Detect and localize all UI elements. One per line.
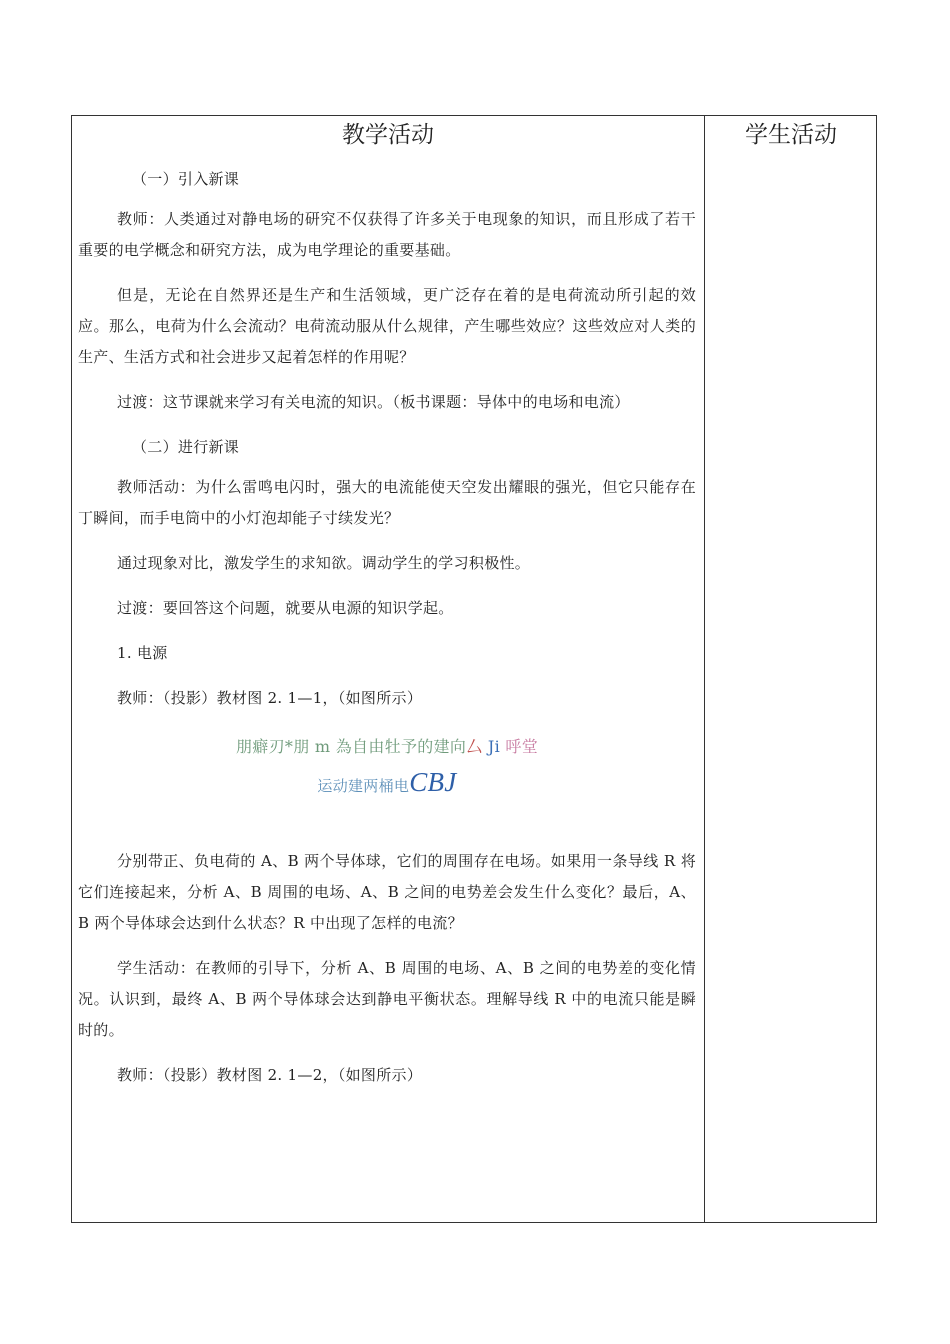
- paragraph: 过渡：要回答这个问题，就要从电源的知识学起。: [117, 599, 454, 617]
- teaching-activity-content: [78, 164, 696, 1105]
- figure-text: 运动建两桶电: [317, 777, 410, 795]
- paragraph: 通过现象对比，激发学生的求知欲。调动学生的学习积极性。: [117, 554, 531, 572]
- paragraph: 教师：人类通过对静电场的研究不仅获得了许多关于电现象的知识，而且形成了若干重要的电学概念和研究方法，成为电学理论的重要基础。: [78, 210, 696, 259]
- paragraph: 教师：（投影）教材图 2. 1—1，（如图所示）: [117, 689, 423, 707]
- section-title-new-lesson: （二）进行新课: [132, 438, 240, 456]
- figure-text: 呼堂: [505, 737, 538, 756]
- figure-text: 朋癖刃*朋 m 為自由牡予的建向: [236, 737, 467, 756]
- figure-text: 厶: [466, 737, 483, 756]
- figure-label: CBJ: [409, 767, 457, 797]
- paragraph: 教师活动：为什么雷鸣电闪时，强大的电流能使天空发出耀眼的强光，但它只能存在丁瞬间，而手电筒中的小灯泡却能子寸续发光？: [78, 478, 696, 527]
- subsection-title-power-source: 1. 电源: [117, 644, 168, 662]
- figure-2-1-1: [78, 728, 696, 840]
- lesson-table: [71, 115, 877, 1223]
- teaching-activity-header: 教学活动: [342, 122, 434, 148]
- paragraph: 教师：（投影）教材图 2. 1—2，（如图所示）: [117, 1066, 423, 1084]
- figure-text: Ji: [487, 737, 500, 756]
- paragraph: 学生活动：在教师的引导下，分析 A、B 周围的电场、A、B 之间的电势差的变化情况。认识到，最终 A、B 两个导体球会达到静电平衡状态。理解导线 R 中的电流只能是瞬时的。: [78, 959, 696, 1039]
- paragraph: 但是，无论在自然界还是生产和生活领域，更广泛存在着的是电荷流动所引起的效应。那么，电荷为什么会流动？电荷流动服从什么规律，产生哪些效应？这些效应对人类的生产、生活方式和社会进步又起着怎样的作用呢？: [78, 286, 696, 366]
- figure-caption-line-1: [78, 734, 696, 760]
- section-title-intro: （一）引入新课: [132, 170, 240, 188]
- paragraph: 过渡：这节课就来学习有关电流的知识。（板书课题：导体中的电场和电流）: [117, 393, 630, 411]
- column-divider: [704, 116, 705, 1222]
- paragraph: 分别带正、负电荷的 A、B 两个导体球，它们的周围存在电场。如果用一条导线 R 将它们连接起来，分析 A、B 周围的电场、A、B 之间的电势差会发生什么变化？最后，A、B 两个导体球会达到什么状态？R 中出现了怎样的电流？: [78, 852, 696, 932]
- figure-caption-line-2: [78, 764, 696, 804]
- student-activity-header: 学生活动: [745, 122, 837, 148]
